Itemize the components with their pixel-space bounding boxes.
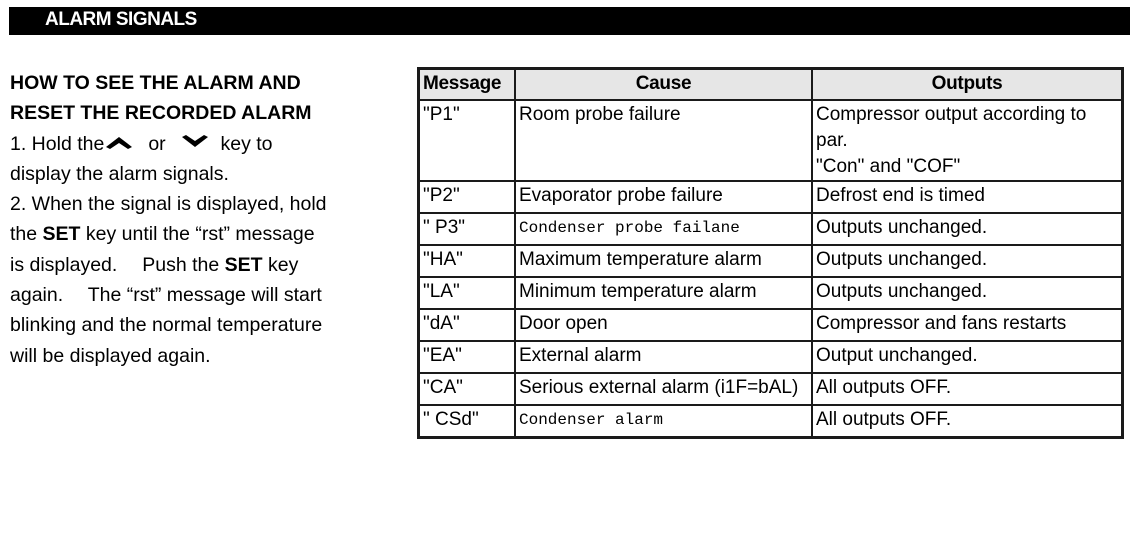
outputs-cell: Outputs unchanged.	[812, 245, 1123, 277]
heading-line-1: HOW TO SEE THE ALARM AND	[10, 72, 301, 94]
step1-or: or	[148, 132, 166, 155]
table-row	[419, 100, 1123, 181]
cause-cell: Door open	[515, 309, 812, 341]
cause-cell: Condenser probe failane	[515, 213, 812, 245]
outputs-cell	[812, 100, 1123, 181]
step-2	[10, 189, 395, 371]
outputs-line-2: "Con" and "COF"	[816, 156, 961, 177]
table-header-row	[419, 69, 1123, 101]
step2-line-f: blinking and the normal temperature	[10, 314, 323, 337]
message-cell: "dA"	[419, 309, 516, 341]
step2-line-g: will be displayed again.	[10, 344, 211, 367]
message-cell: "HA"	[419, 245, 516, 277]
outputs-cell: Outputs unchanged.	[812, 277, 1123, 309]
header-message: Message	[419, 69, 516, 101]
outputs-line-1: Compressor output according to par.	[816, 104, 1087, 151]
section-title: ALARM SIGNALS	[45, 9, 197, 30]
message-cell: "P2"	[419, 181, 516, 213]
message-cell: "EA"	[419, 341, 516, 373]
alarm-table	[417, 67, 1124, 439]
cause-cell: Condenser alarm	[515, 405, 812, 438]
set-key-label-2: SET	[224, 253, 263, 276]
outputs-cell: Compressor and fans restarts	[812, 309, 1123, 341]
step2-line-e: again. The “rst” message will start	[10, 284, 322, 307]
chevron-up-icon	[104, 134, 134, 150]
outputs-cell: All outputs OFF.	[812, 373, 1123, 405]
cause-cell: Minimum temperature alarm	[515, 277, 812, 309]
outputs-cell: Defrost end is timed	[812, 181, 1123, 213]
table-row	[419, 277, 1123, 309]
table-row	[419, 181, 1123, 213]
table-row	[419, 245, 1123, 277]
instructions-block	[10, 68, 395, 371]
message-cell: "LA"	[419, 277, 516, 309]
cause-cell: Evaporator probe failure	[515, 181, 812, 213]
set-key-label: SET	[42, 223, 81, 246]
message-cell: " P3"	[419, 213, 516, 245]
outputs-cell: Outputs unchanged.	[812, 213, 1123, 245]
table-row	[419, 213, 1123, 245]
step1-text-a: 1. Hold the	[10, 132, 105, 155]
step2-line-a: 2. When the signal is displayed, hold	[10, 193, 327, 216]
step-1	[10, 129, 395, 190]
step1-text-b: key to	[220, 132, 273, 155]
cause-cell: Serious external alarm (i1F=bAL)	[515, 373, 812, 405]
cause-cell: Maximum temperature alarm	[515, 245, 812, 277]
message-cell: " CSd"	[419, 405, 516, 438]
cause-cell: External alarm	[515, 341, 812, 373]
table-row	[419, 309, 1123, 341]
chevron-down-icon	[180, 134, 210, 150]
step2-line-b: key until the “rst” message	[80, 223, 315, 246]
outputs-cell: Output unchanged.	[812, 341, 1123, 373]
section-banner	[9, 7, 1130, 35]
instructions-heading	[10, 68, 395, 129]
header-cause: Cause	[515, 69, 812, 101]
header-outputs: Outputs	[812, 69, 1123, 101]
outputs-cell: All outputs OFF.	[812, 405, 1123, 438]
step1-text-c: display the alarm signals.	[10, 162, 229, 185]
heading-line-2: RESET THE RECORDED ALARM	[10, 102, 312, 125]
message-cell: "P1"	[419, 100, 516, 181]
step2-line-c: is displayed. Push the	[10, 253, 225, 276]
table-row	[419, 405, 1123, 438]
cause-cell: Room probe failure	[515, 100, 812, 181]
step2-line-d: key	[262, 253, 299, 276]
table-row	[419, 373, 1123, 405]
step2-the: the	[10, 223, 43, 246]
message-cell: "CA"	[419, 373, 516, 405]
table-row	[419, 341, 1123, 373]
